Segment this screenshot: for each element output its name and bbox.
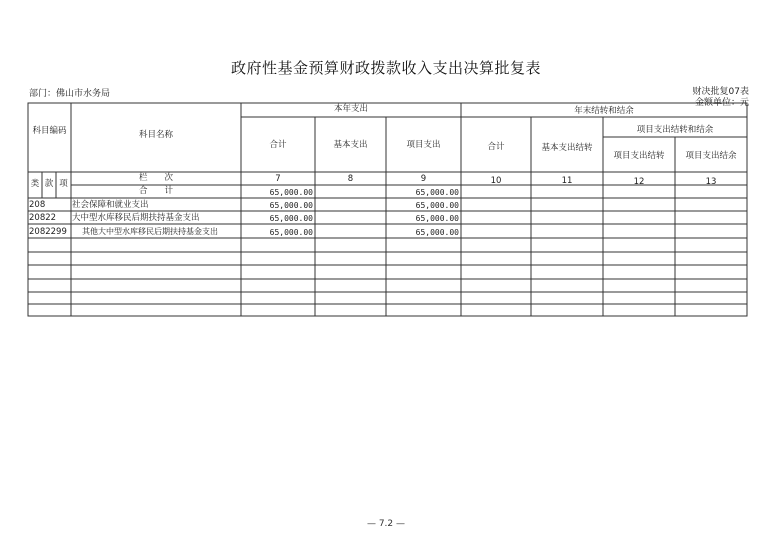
row-name: 社会保障和就业支出 (72, 200, 149, 210)
form-number: 财决批复07表 (692, 87, 749, 97)
header-code: 科目编码 (32, 126, 67, 136)
column-number: 9 (420, 174, 427, 184)
row-project: 65,000.00 (415, 214, 459, 223)
column-number: 11 (561, 176, 573, 186)
row-total: 65,000.00 (269, 228, 313, 237)
header-total: 合计 (269, 140, 287, 150)
amount-unit: 金额单位：元 (694, 98, 749, 108)
header-project-carry: 项目支出结转 (613, 151, 665, 161)
header-ye-total: 合计 (487, 142, 505, 152)
header-kuan: 款 (44, 179, 54, 189)
total-row-project: 65,000.00 (415, 188, 459, 197)
row-total: 65,000.00 (269, 201, 313, 210)
column-number: 8 (347, 174, 354, 184)
header-project-carry-group: 项目支出结转和结余 (636, 125, 714, 135)
total-row-total: 65,000.00 (269, 188, 313, 197)
row-project: 65,000.00 (415, 201, 459, 210)
header-project: 项目支出 (406, 140, 441, 150)
column-number: 12 (633, 177, 645, 187)
document-title: 政府性基金预算财政拨款收入支出决算批复表 (230, 59, 541, 77)
row-total: 65,000.00 (269, 214, 313, 223)
header-lei: 类 (30, 179, 40, 189)
column-number: 7 (275, 174, 281, 184)
page-number: — 7.2 — (366, 519, 406, 529)
header-xiang: 项 (59, 179, 68, 189)
header-project-balance: 项目支出结余 (685, 151, 737, 161)
row-name: 其他大中型水库移民后期扶持基金支出 (82, 227, 218, 236)
column-number-label: 栏 次 (138, 173, 173, 183)
row-code: 20822 (29, 213, 57, 223)
column-number: 10 (490, 176, 502, 186)
header-ye-basic: 基本支出结转 (541, 143, 593, 153)
column-number: 13 (705, 177, 717, 187)
total-row-label: 合 计 (138, 186, 173, 196)
header-year-end: 年末结转和结余 (574, 106, 634, 116)
department-label: 部门：佛山市水务局 (29, 89, 111, 99)
header-basic: 基本支出 (333, 140, 368, 150)
row-code: 2082299 (29, 227, 67, 237)
row-code: 208 (29, 200, 46, 210)
header-name: 科目名称 (138, 130, 173, 140)
row-name: 大中型水库移民后期扶持基金支出 (72, 213, 200, 223)
row-project: 65,000.00 (415, 228, 459, 237)
header-current-year: 本年支出 (333, 104, 368, 114)
